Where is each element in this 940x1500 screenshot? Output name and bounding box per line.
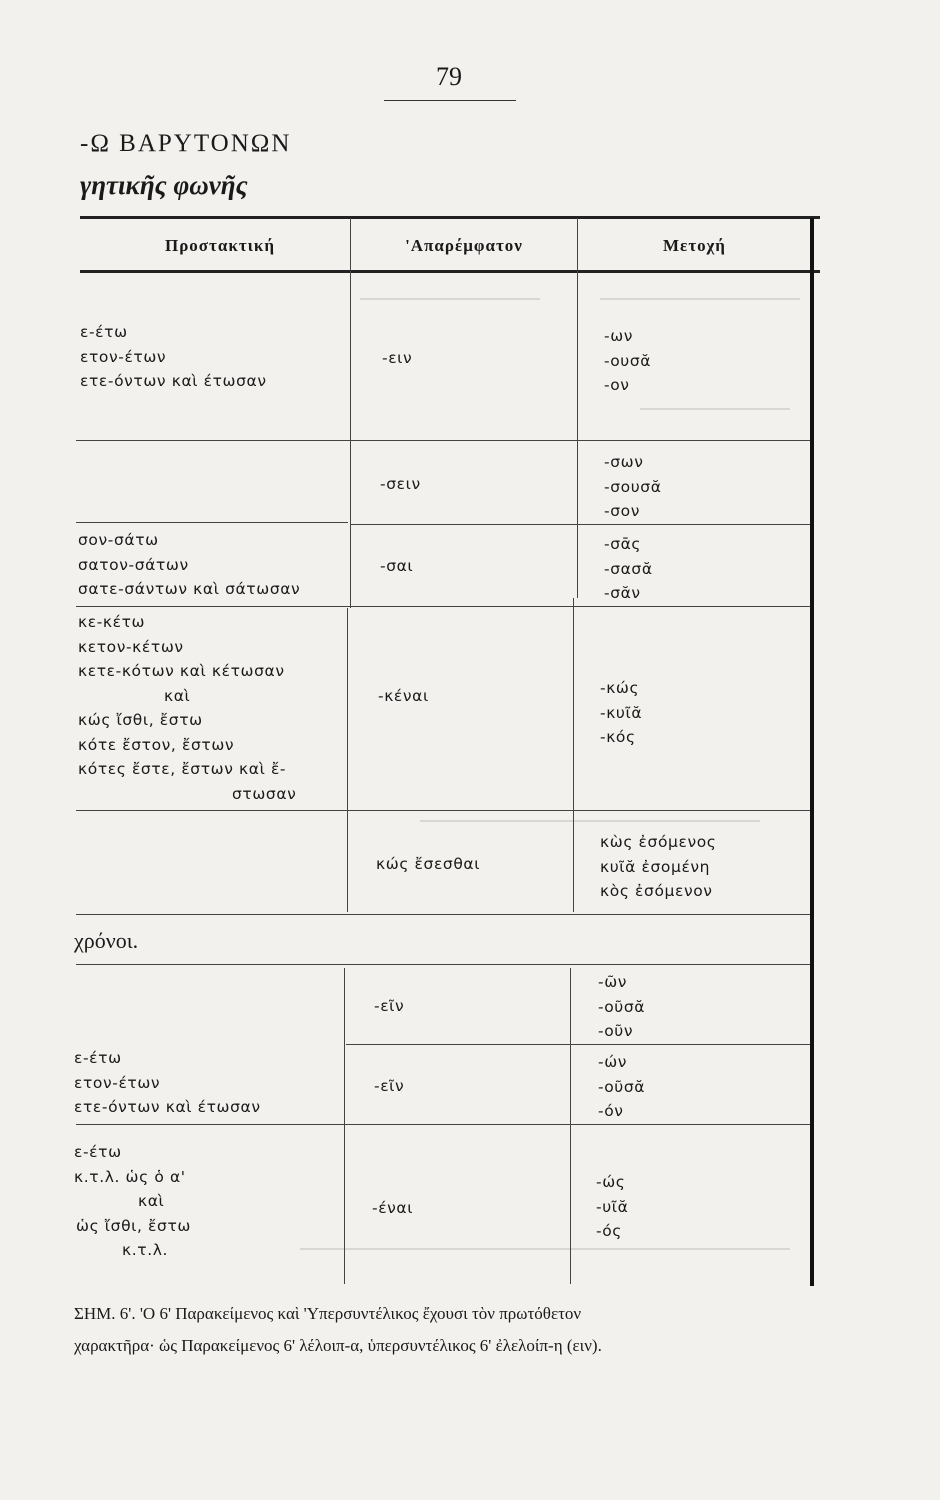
form-line: καὶ: [164, 686, 191, 705]
form-line: σατον-σάτων: [78, 555, 189, 574]
column-divider-1: [347, 608, 348, 912]
column-divider-2: [577, 218, 578, 598]
form-line: -οῦσᾰ: [598, 1077, 646, 1096]
column-divider-2: [570, 968, 571, 1284]
row-separator: [76, 964, 810, 965]
form-line: -εῖν: [374, 997, 405, 1015]
table-top-rule: [80, 216, 820, 219]
imperative-cell: [78, 610, 296, 806]
infinitive-cell: [378, 684, 429, 709]
form-line: σον-σάτω: [78, 531, 159, 549]
bleed-through-mark: [360, 298, 540, 300]
participle-cell: [604, 532, 653, 606]
form-line: κυῖᾰ ἐσομένη: [600, 857, 711, 876]
form-line: -σασᾰ: [604, 559, 653, 578]
form-line: καὶ: [138, 1192, 165, 1210]
form-line: -σουσᾰ: [604, 477, 662, 496]
form-line: κ.τ.λ. ὡς ὁ α': [74, 1167, 186, 1186]
form-line: -ων: [604, 327, 634, 345]
form-line: κὸς ἐσόμενον: [600, 882, 713, 900]
participle-cell: [598, 970, 645, 1044]
form-line: -σαι: [380, 557, 414, 575]
infinitive-cell: [374, 994, 404, 1019]
row-separator: [76, 914, 810, 915]
form-line: -σειν: [380, 475, 421, 493]
participle-cell: [604, 450, 662, 524]
form-line: ὡς ἴσθι, ἔστω: [76, 1216, 191, 1235]
imperative-cell: [74, 1140, 191, 1263]
infinitive-cell: [372, 1196, 413, 1221]
row-separator: [350, 524, 810, 525]
bleed-through-mark: [300, 1248, 790, 1250]
column-divider-2: [573, 598, 574, 912]
row-separator: [76, 606, 810, 607]
form-line: -ουσᾰ: [604, 351, 652, 370]
form-line: ετε-όντων καὶ έτωσαν: [80, 372, 267, 390]
form-line: -σων: [604, 453, 644, 471]
infinitive-cell: [380, 554, 413, 579]
page-number: 79: [436, 62, 462, 91]
column-header-imperative: Προστακτική: [164, 236, 276, 255]
form-line: ε-έτω: [74, 1049, 122, 1067]
table-header-rule: [80, 270, 820, 273]
column-header-participle: Μετοχή: [663, 236, 726, 255]
form-line: -κός: [600, 728, 636, 746]
infinitive-cell: [376, 852, 480, 877]
form-line: ε-έτω: [80, 323, 128, 341]
form-line: στωσαν: [232, 784, 297, 803]
imperative-cell: [80, 320, 267, 394]
participle-cell: [596, 1170, 628, 1244]
form-line: ετε-όντων καὶ έτωσαν: [74, 1098, 261, 1116]
row-separator: [76, 810, 810, 811]
table-right-border: [810, 218, 814, 1286]
form-line: -σον: [604, 502, 640, 520]
form-line: ε-έτω: [74, 1143, 122, 1161]
bleed-through-mark: [640, 408, 790, 410]
form-line: -έναι: [372, 1199, 414, 1217]
row-separator: [346, 1044, 810, 1045]
form-line: κ.τ.λ.: [122, 1241, 169, 1259]
infinitive-cell: [380, 472, 421, 497]
form-line: -κώς: [600, 679, 640, 697]
form-line: κώς ἔσεσθαι: [376, 855, 481, 873]
form-line: -σᾰν: [604, 584, 641, 602]
column-divider-1: [350, 218, 351, 608]
form-line: -ον: [604, 376, 630, 394]
row-separator: [76, 522, 348, 523]
heading-line-1: -Ω ΒΑΡΥΤΟΝΩΝ: [80, 130, 292, 157]
form-line: -ών: [598, 1053, 628, 1071]
form-line: -ῶν: [598, 973, 628, 991]
footnote-line-1: ΣΗΜ. 6'. 'Ο 6' Παρακείμενος καὶ 'Υπερσυντέλικος ἔχουσι τὸν πρωτόθετον: [74, 1304, 582, 1323]
form-line: κετε-κότων καὶ κέτωσαν: [78, 662, 285, 680]
form-line: κότε ἔστον, ἔστων: [78, 735, 235, 754]
form-line: ετον-έτων: [74, 1073, 161, 1092]
infinitive-cell: [374, 1074, 404, 1099]
form-line: ετον-έτων: [80, 347, 167, 366]
form-line: -κυῖᾰ: [600, 703, 643, 722]
participle-cell: [598, 1050, 645, 1124]
imperative-cell: [74, 1046, 261, 1120]
form-line: -ειν: [382, 349, 413, 367]
form-line: κώς ἴσθι, ἔστω: [78, 711, 203, 729]
form-line: -όν: [598, 1102, 624, 1120]
heading-line-2: γητικῆς φωνῆς: [80, 170, 248, 200]
form-line: κότες ἔστε, ἔστων καὶ ἔ-: [78, 760, 287, 778]
form-line: -κέναι: [378, 687, 429, 705]
participle-cell: [600, 830, 717, 904]
infinitive-cell: [382, 346, 412, 371]
form-line: κε-κέτω: [78, 613, 146, 631]
row-separator: [76, 1124, 810, 1125]
section-label-chronoi: χρόνοι.: [74, 928, 139, 953]
page-number-rule: [384, 100, 516, 101]
participle-cell: [600, 676, 642, 750]
column-divider-1: [344, 968, 345, 1284]
column-header-infinitive: 'Απαρέμφατον: [405, 236, 523, 255]
form-line: -υῖᾰ: [596, 1197, 629, 1216]
form-line: -σᾱς: [604, 535, 642, 553]
imperative-cell: [78, 528, 300, 602]
form-line: -οῦν: [598, 1022, 634, 1040]
bleed-through-mark: [420, 820, 760, 822]
row-separator: [76, 440, 810, 441]
form-line: κὼς ἐσόμενος: [600, 833, 717, 851]
participle-cell: [604, 324, 651, 398]
form-line: -ώς: [596, 1173, 626, 1191]
form-line: σατε-σάντων καὶ σάτωσαν: [78, 580, 301, 598]
footnote-line-2: χαρακτῆρα· ὡς Παρακείμενος 6' λέλοιπ-α, ὑπερσυντέλικος 6' ἐλελοίπ-η (ειν).: [74, 1336, 602, 1355]
form-line: -ός: [596, 1222, 622, 1240]
form-line: -οῦσᾰ: [598, 997, 646, 1016]
bleed-through-mark: [600, 298, 800, 300]
form-line: κετον-κέτων: [78, 637, 184, 656]
form-line: -εῖν: [374, 1077, 405, 1095]
